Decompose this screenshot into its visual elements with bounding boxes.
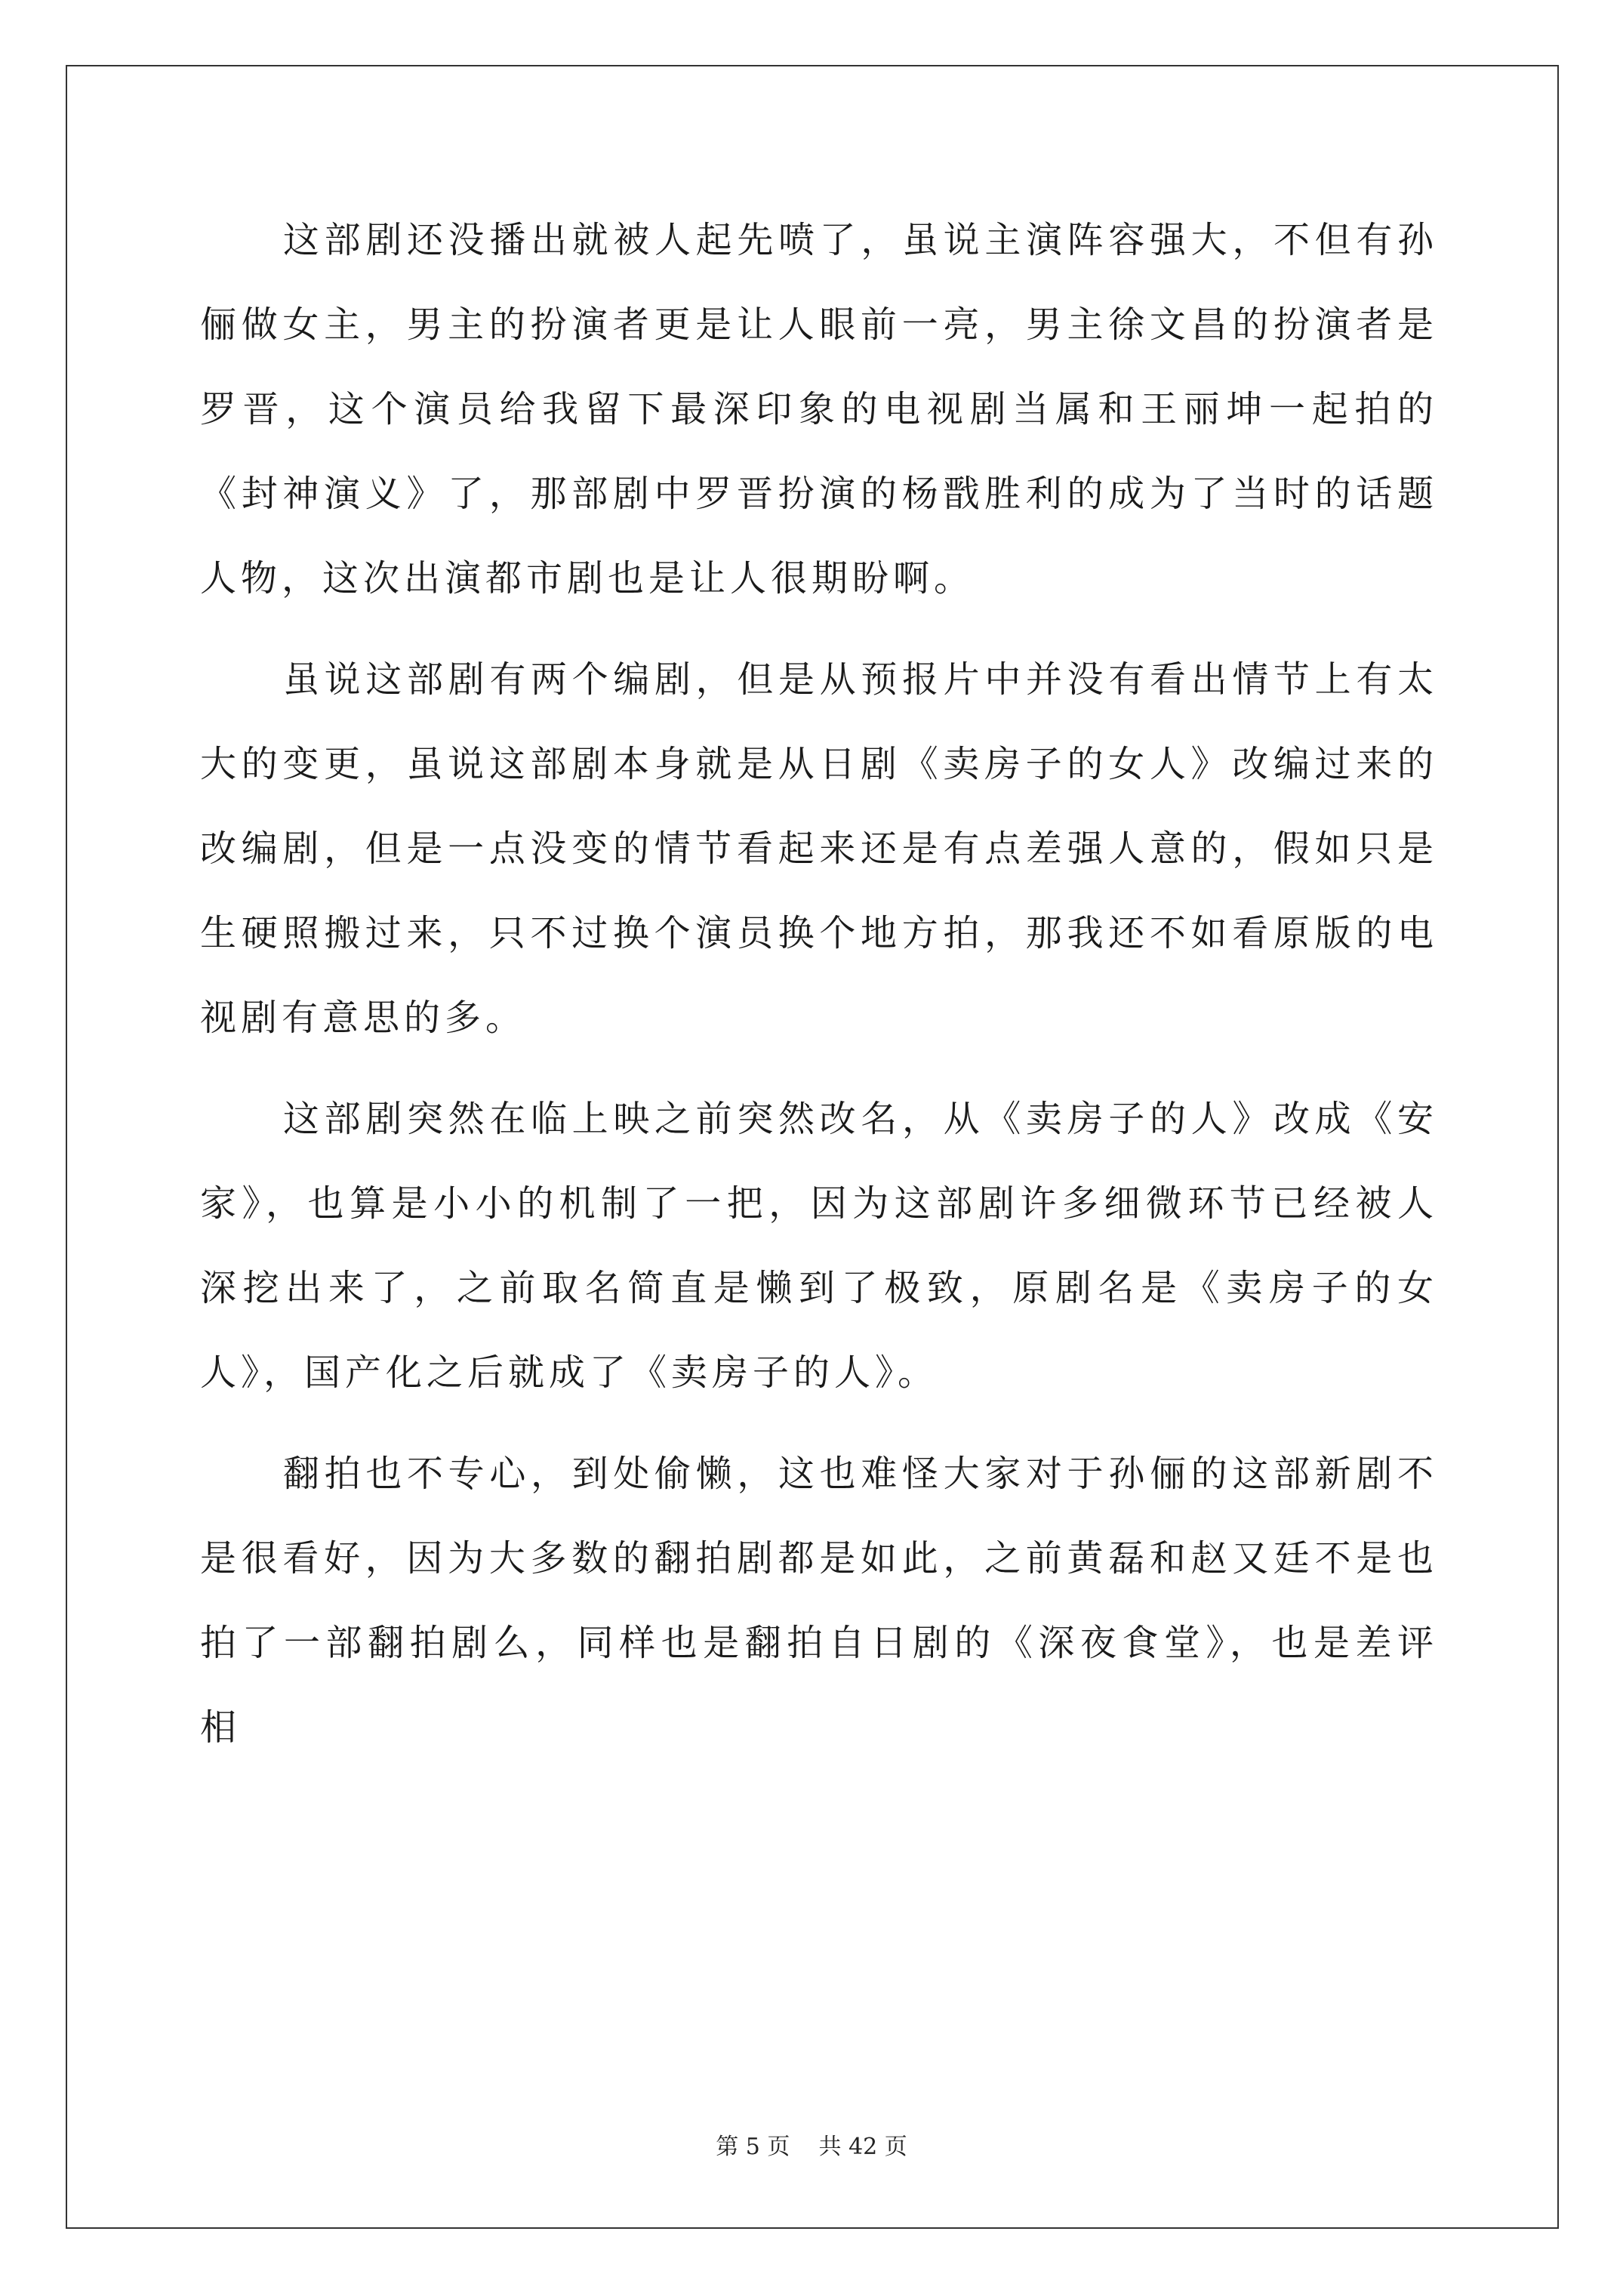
paragraph-1: 这部剧还没播出就被人起先喷了，虽说主演阵容强大，不但有孙俪做女主，男主的扮演者更是让人眼前一亮，男主徐文昌的扮演者是罗晋，这个演员给我留下最深印象的电视剧当属和王丽坤一起拍的《封神演义》了，那部剧中罗晋扮演的杨戬胜利的成为了当时的话题人物，这次出演都市剧也是让人很期盼啊。 <box>200 219 1438 599</box>
document-body <box>200 198 1438 1770</box>
page-total: 共 42 页 <box>818 2134 907 2160</box>
page-footer <box>0 2128 1623 2161</box>
paragraph-4: 翻拍也不专心，到处偷懒，这也难怪大家对于孙俪的这部新剧不是很看好，因为大多数的翻拍剧都是如此，之前黄磊和赵又廷不是也拍了一部翻拍剧么，同样也是翻拍自日剧的《深夜食堂》，也是差评相 <box>200 1453 1438 1749</box>
page-number: 第 5 页 <box>716 2134 790 2160</box>
paragraph-3: 这部剧突然在临上映之前突然改名，从《卖房子的人》改成《安家》，也算是小小的机制了一把，因为这部剧许多细微环节已经被人深挖出来了，之前取名简直是懒到了极致，原剧名是《卖房子的女人》，国产化之后就成了《卖房子的人》。 <box>200 1098 1438 1394</box>
paragraph-2: 虽说这部剧有两个编剧，但是从预报片中并没有看出情节上有太大的变更，虽说这部剧本身就是从日剧《卖房子的女人》改编过来的改编剧，但是一点没变的情节看起来还是有点差强人意的，假如只是生硬照搬过来，只不过换个演员换个地方拍，那我还不如看原版的电视剧有意思的多。 <box>200 658 1438 1039</box>
